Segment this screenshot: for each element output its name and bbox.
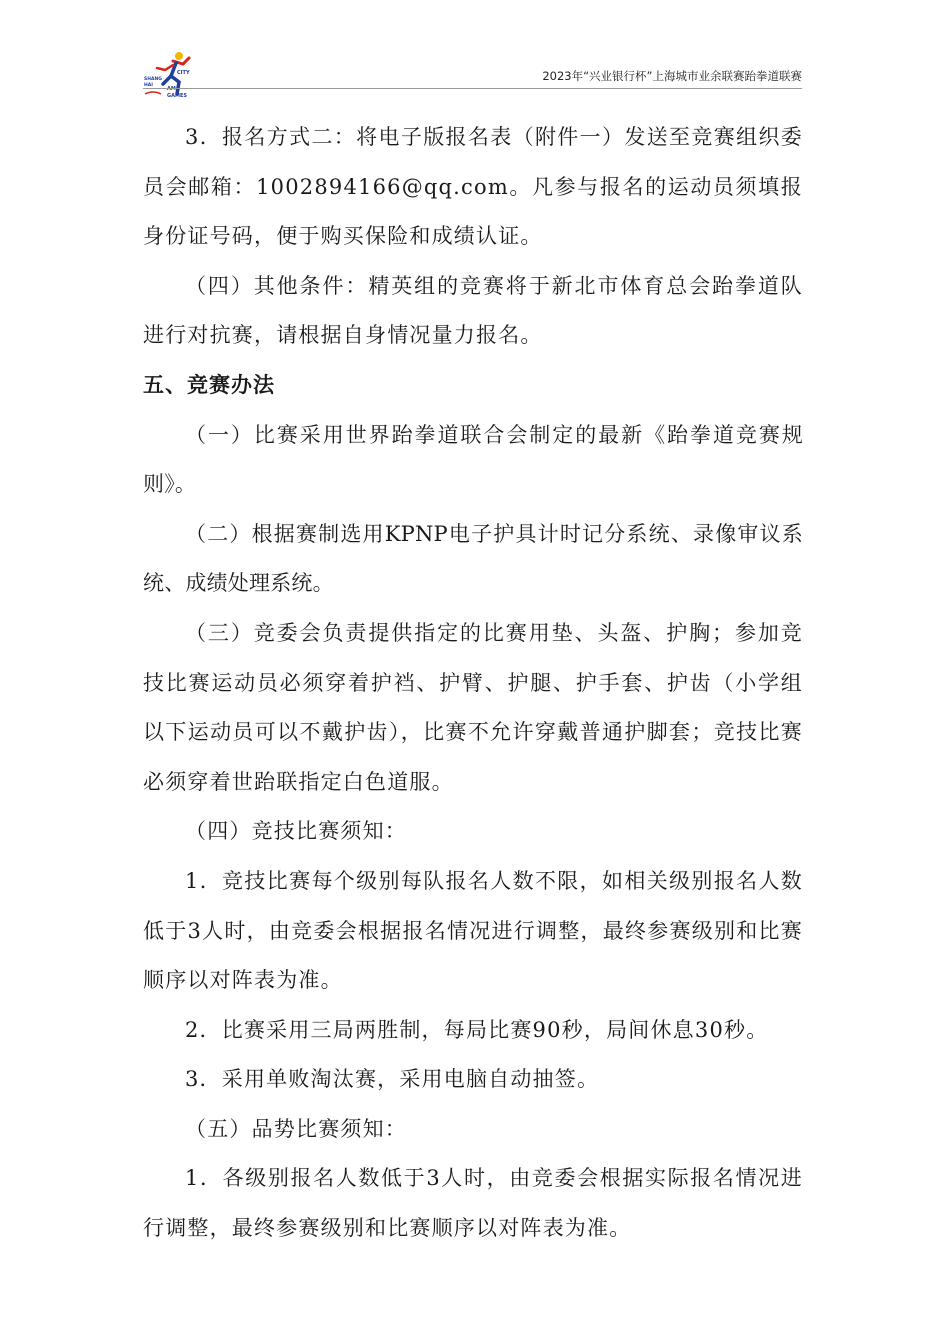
- svg-text:HAI: HAI: [144, 83, 153, 88]
- paragraph-other-conditions: （四）其他条件：精英组的竞赛将于新北市体育总会跆拳道队进行对抗赛，请根据自身情况量力报名。: [143, 273, 803, 348]
- document-header-title: 2023年“兴业银行杯”上海城市业余联赛跆拳道联赛: [542, 69, 802, 83]
- paragraph-protective-gear: （三）竞委会负责提供指定的比赛用垫、头盔、护胸；参加竞技比赛运动员必须穿着护裆、护臂、护腿、护手套、护齿（小学组以下运动员可以不戴护齿），比赛不允许穿戴普通护脚套；竞技比赛必须穿着世跆联指定白色道服。: [143, 620, 803, 794]
- svg-text:GAMES: GAMES: [167, 93, 187, 99]
- paragraph-scoring-systems: （二）根据赛制选用KPNP电子护具计时记分系统、录像审议系统、成绩处理系统。: [143, 521, 803, 596]
- paragraph-competition-rules: （一）比赛采用世界跆拳道联合会制定的最新《跆拳道竞赛规则》。: [143, 422, 803, 497]
- paragraph-kyorugi-rule-3: 3．采用单败淘汰赛，采用电脑自动抽签。: [185, 1067, 600, 1092]
- paragraph-poomsae-rule-1: 1．各级别报名人数低于3人时，由竞委会根据实际报名情况进行调整，最终参赛级别和比赛顺序以对阵表为准。: [143, 1166, 803, 1241]
- svg-text:CITY: CITY: [177, 70, 190, 76]
- svg-text:SHANG: SHANG: [144, 77, 162, 82]
- paragraph-kyorugi-notice-heading: （四）竞技比赛须知：: [185, 819, 407, 844]
- amateur-games-logo-icon: [143, 50, 201, 102]
- svg-text:AMA: AMA: [167, 86, 180, 92]
- paragraph-kyorugi-rule-2: 2．比赛采用三局两胜制，每局比赛90秒，局间休息30秒。: [185, 1017, 769, 1042]
- document-body: [143, 113, 803, 1254]
- paragraph-registration-method-two: 3．报名方式二：将电子版报名表（附件一）发送至竞赛组织委员会邮箱：1002894166@qq.com。凡参与报名的运动员须填报身份证号码，便于购买保险和成绩认证。: [143, 125, 803, 249]
- page-header: [0, 0, 945, 110]
- section-heading-competition-methods: 五、竞赛办法: [143, 372, 275, 397]
- header-divider: [143, 88, 802, 89]
- paragraph-poomsae-notice-heading: （五）品势比赛须知：: [185, 1116, 407, 1141]
- paragraph-kyorugi-rule-1: 1．竞技比赛每个级别每队报名人数不限，如相关级别报名人数低于3人时，由竞委会根据报名情况进行调整，最终参赛级别和比赛顺序以对阵表为准。: [143, 868, 803, 993]
